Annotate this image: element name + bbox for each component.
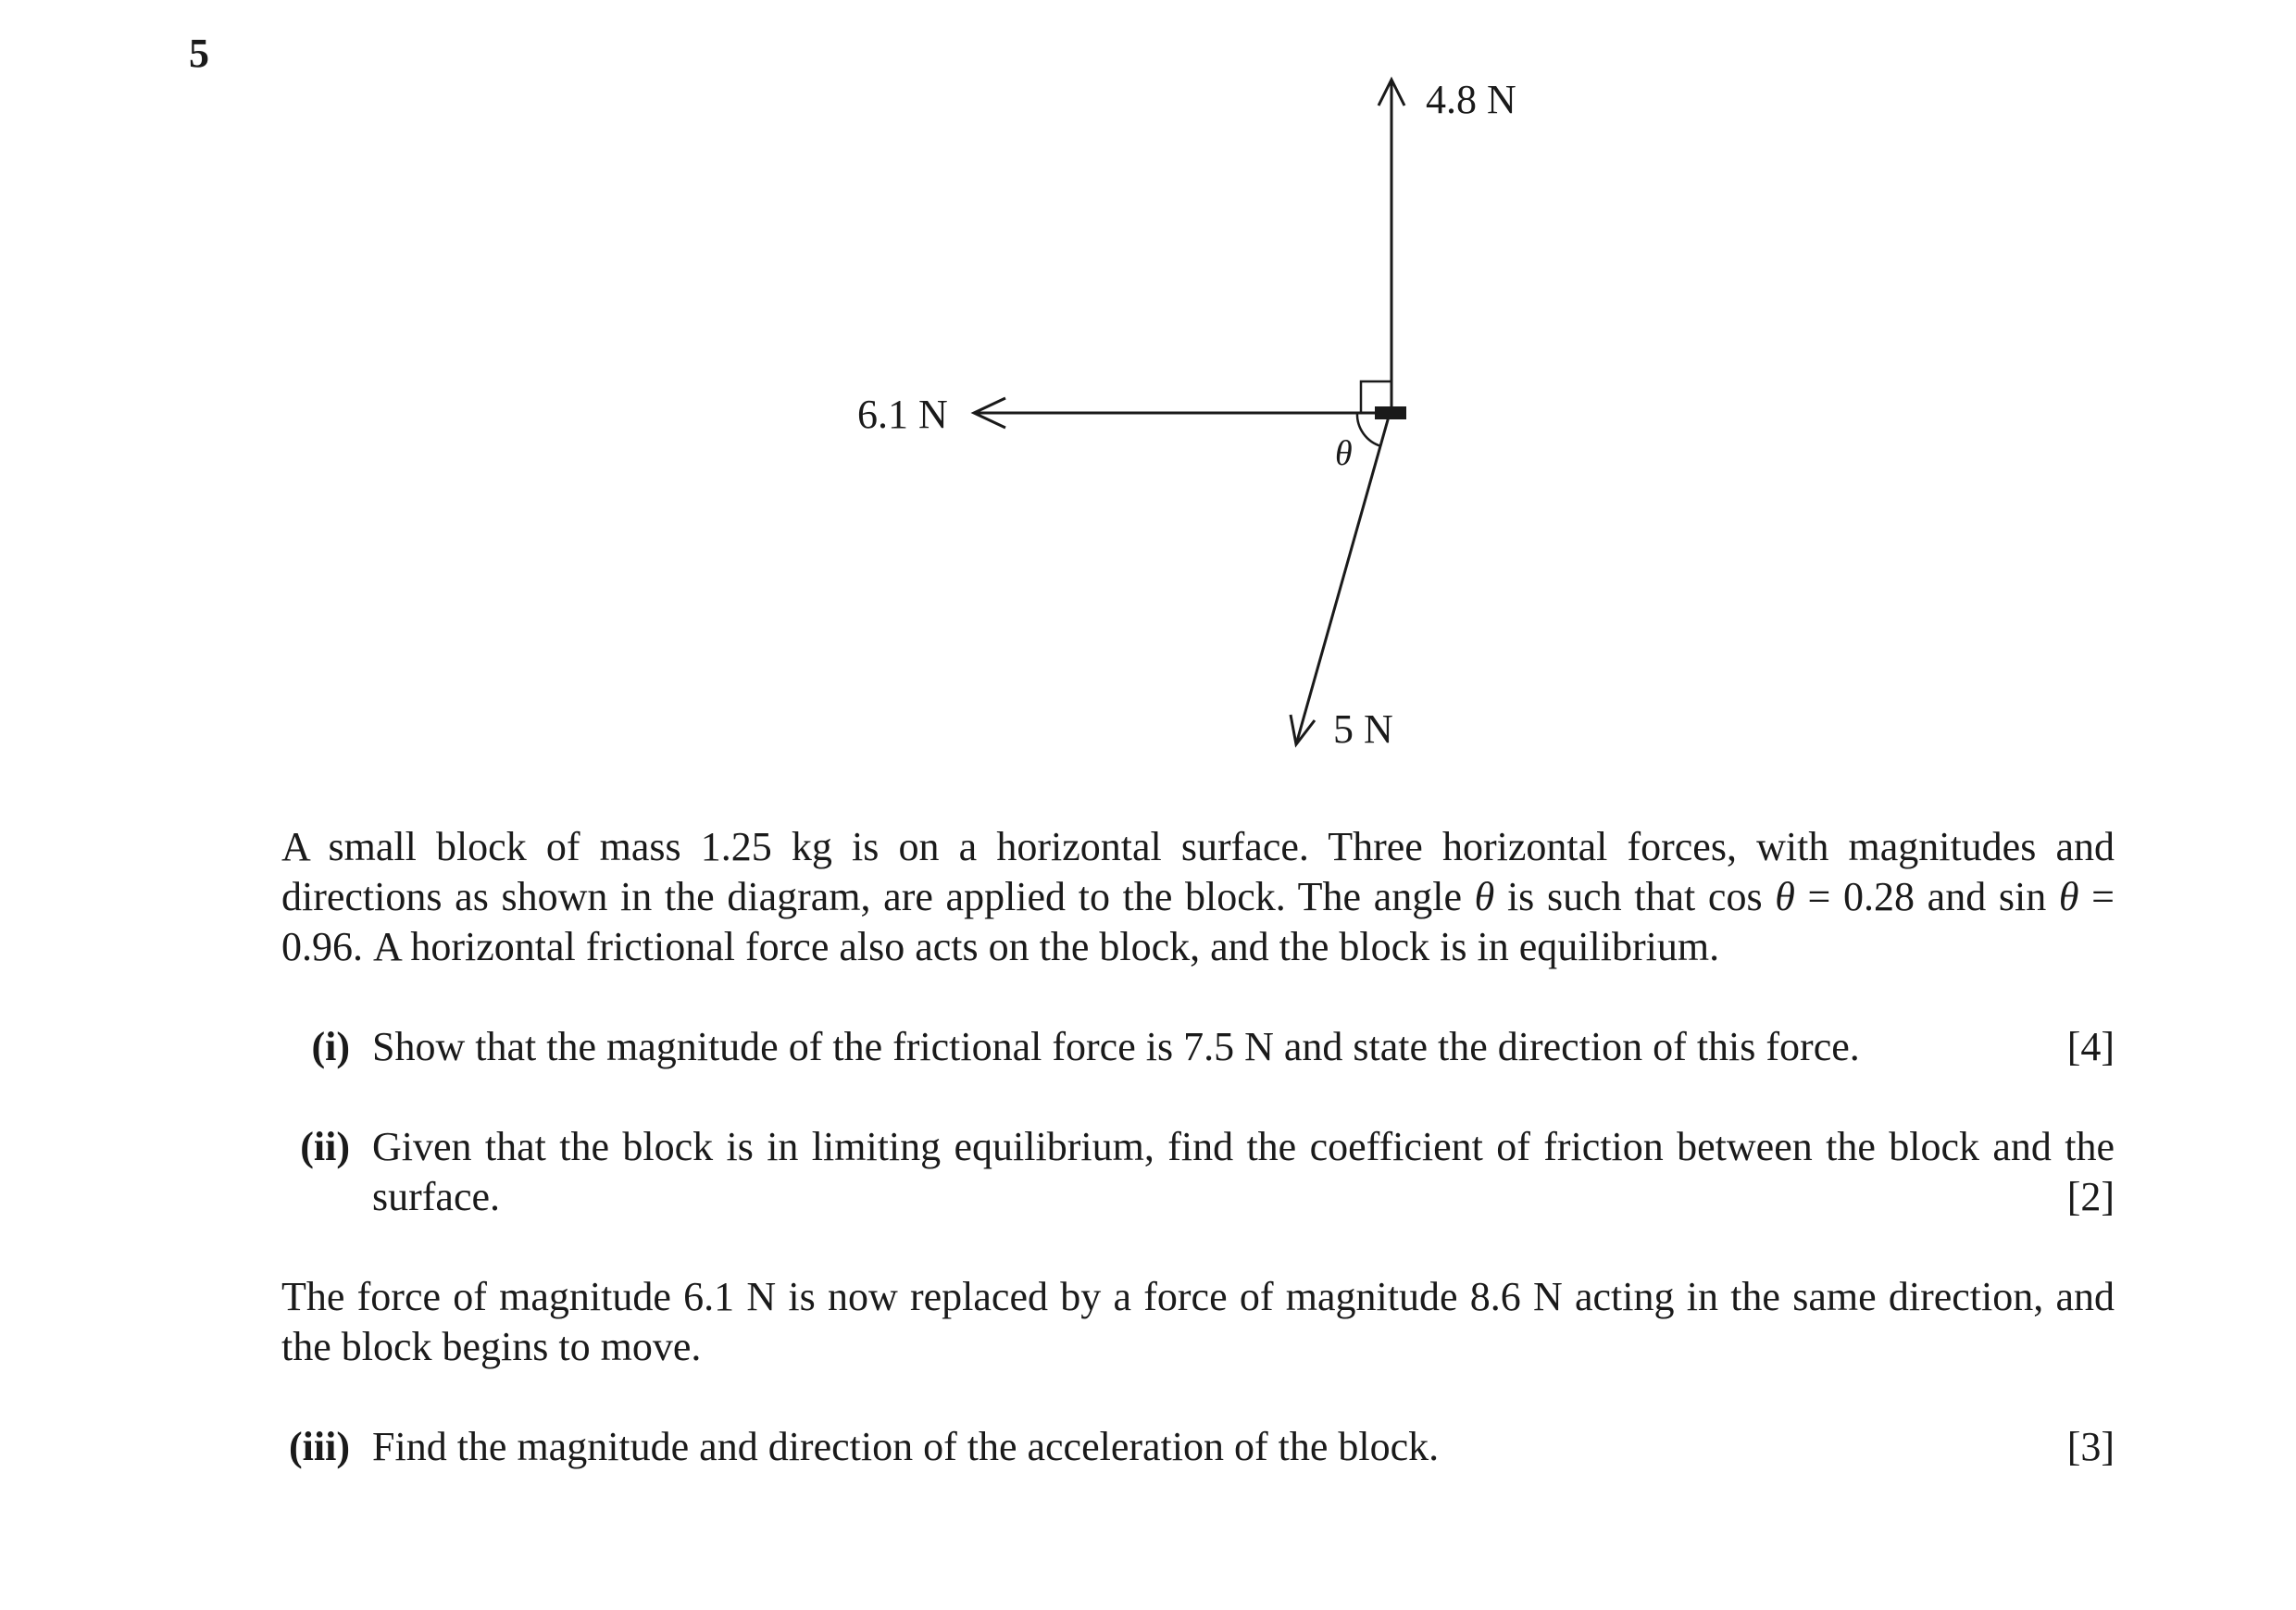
part-ii-text: Given that the block is in limiting equilibrium, find the coefficient of friction between the block and the surface.: [372, 1124, 2115, 1219]
part-i-label: (i): [311, 1024, 350, 1069]
theta-symbol: θ: [1474, 874, 1495, 919]
intro-paragraph: [281, 822, 2115, 972]
part-iii: [281, 1422, 2115, 1472]
intro-line-2a: and directions as shown in the diagram, are applied to the block. The angle: [281, 824, 2115, 919]
part-ii-marks: [2]: [2066, 1174, 2115, 1219]
part-i-marks: [4]: [2066, 1024, 2115, 1069]
force-up-label: 4.8 N: [1426, 77, 1516, 122]
part-ii-label: (ii): [300, 1124, 350, 1169]
intro-line-2c: = 0.28: [1794, 874, 1915, 919]
part-i-text: Show that the magnitude of the frictional force is 7.5 N and state the direction of this force.: [372, 1024, 1860, 1069]
theta-symbol: θ: [1775, 874, 1795, 919]
middle-paragraph: The force of magnitude 6.1 N is now replaced by a force of magnitude 8.6 N acting in the same direction, and the block begins to move.: [281, 1274, 2115, 1369]
force-diagram: [0, 0, 2296, 778]
part-iii-text: Find the magnitude and direction of the acceleration of the block.: [372, 1424, 1440, 1469]
force-left-label: 6.1 N: [857, 392, 948, 437]
part-ii: [281, 1122, 2115, 1222]
intro-line-1: A small block of mass 1.25 kg is on a horizontal surface. Three horizontal forces, with magnitudes: [281, 824, 2037, 869]
intro-line-2b: is such that cos: [1494, 874, 1776, 919]
part-i: [281, 1022, 2115, 1072]
part-iii-label: (iii): [289, 1424, 350, 1469]
part-iii-marks: [3]: [2066, 1424, 2115, 1469]
intro-line-3a: and sin: [1927, 874, 2059, 919]
intro-line-3b: = 0.96. A horizontal frictional force also acts on the block, and the block is in equilibrium.: [281, 874, 2115, 969]
angle-label: θ: [1335, 434, 1353, 473]
theta-symbol: θ: [2058, 874, 2079, 919]
block: [1375, 406, 1406, 419]
question-number: 5: [189, 31, 209, 76]
force-down-label: 5 N: [1333, 706, 1393, 752]
